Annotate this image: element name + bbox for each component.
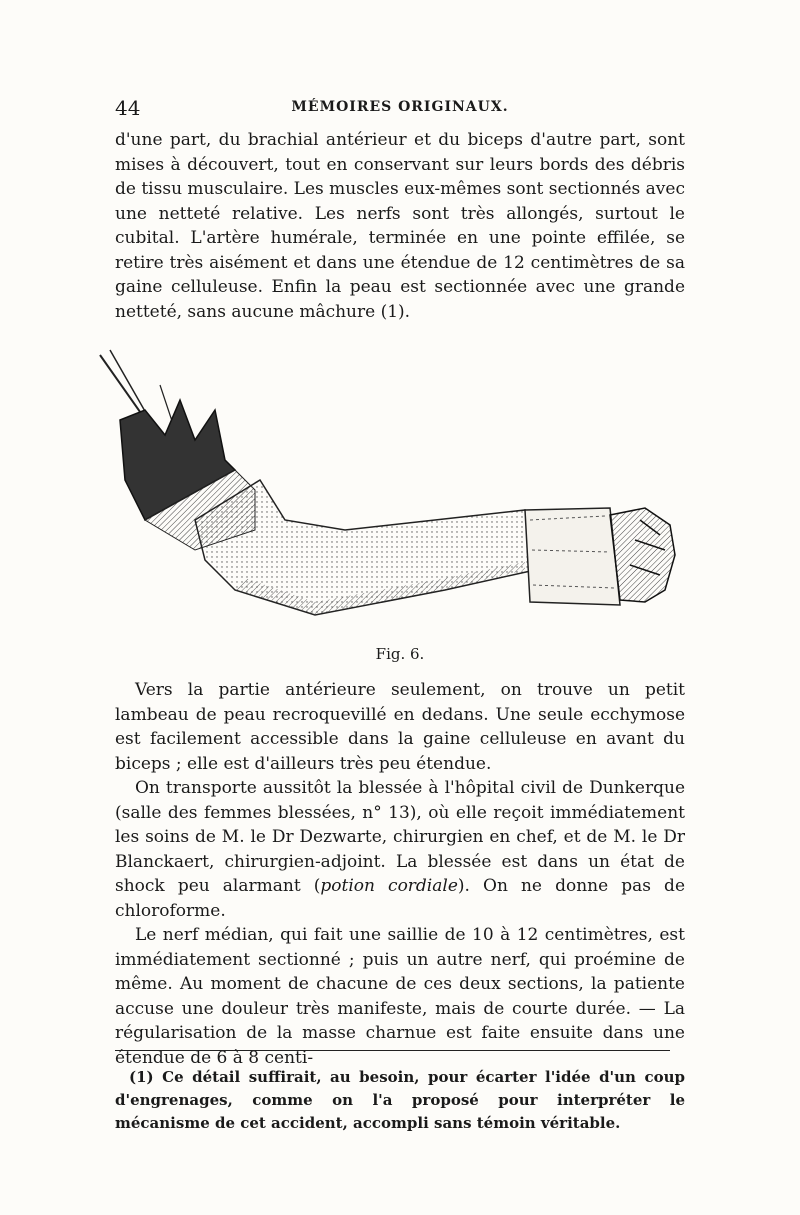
footnote-divider	[115, 1050, 670, 1051]
top-text-block	[115, 128, 685, 324]
footnote	[115, 1066, 685, 1135]
footnote-text: (1) Ce détail suffirait, au besoin, pour écarter l'idée d'un coup d'engrenages, comme on l'a proposé pour interpréter le mécanisme de cet accident, accompli sans témoin véritable.	[115, 1068, 685, 1132]
paragraph-text: ). On ne donne pas de chloroforme.	[115, 876, 686, 921]
paragraph: Vers la partie antérieure seulement, on trouve un petit lambeau de peau recroquevillé en dedans. Une seule ecchymose est facilement accessible dans la gaine celluleuse en avant du biceps ; elle est d'ailleurs très peu étendue.	[115, 680, 685, 774]
figure-caption: Fig. 6.	[375, 645, 425, 663]
paragraph: Le nerf médian, qui fait une saillie de 10 à 12 centimètres, est immédiatement sectionné ; puis un autre nerf, qui proémine de même. Au moment de chacune de ces deux sections, la patiente accuse une douleur très manifeste, mais de courte durée. — La régularisation de la masse charnue est faite ensuite dans une étendue de 6 à 8 centi-	[115, 925, 685, 1068]
page-number: 44	[115, 96, 141, 120]
paragraph	[115, 776, 685, 923]
bottom-text-block	[115, 678, 685, 1070]
paragraph-continuation: d'une part, du brachial antérieur et du biceps d'autre part, sont mises à découvert, tout en conservant sur leurs bords des débris de tissu musculaire. Les muscles eux-mêmes sont sectionnés avec une netteté relative. Les nerfs sont très allongés, surtout le cubital. L'artère humérale, terminée en une pointe effilée, se retire très aisément et dans une étendue de 12 centimètres de sa gaine celluleuse. Enfin la peau est sectionnée avec une grande netteté, sans aucune mâchure (1).	[115, 130, 685, 322]
paragraph-text: On transporte aussitôt la blessée à l'hôpital civil de Dunkerque (salle des femmes blessées, n° 13), où elle reçoit immédiatement les soins de M. le Dr Dezwarte, chirurgien en chef, et de M. le Dr Blanckaert, chirurgien-adjoint. La blessée est dans un état de shock peu alarmant (	[115, 778, 685, 896]
running-title: MÉMOIRES ORIGINAUX.	[291, 99, 509, 115]
page-header	[115, 96, 685, 120]
italic-term: potion cordiale	[320, 876, 458, 896]
arm-illustration	[85, 340, 685, 640]
